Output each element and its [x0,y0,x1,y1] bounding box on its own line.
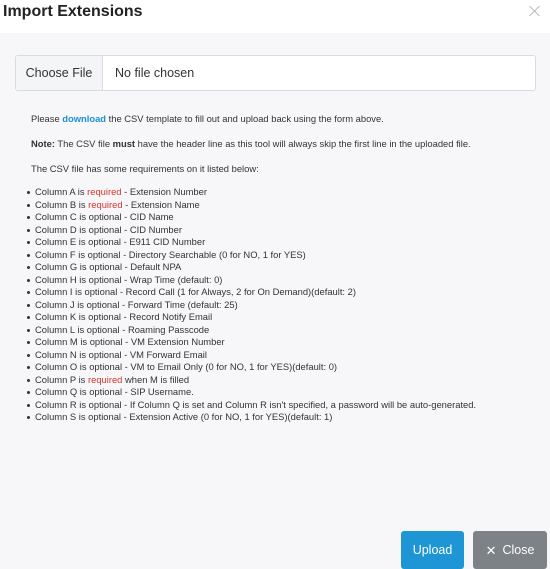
optional-label: optional [88,348,122,360]
list-item [27,274,527,287]
choose-file-button[interactable]: Choose File [16,56,103,90]
column-prefix: Column E is [35,236,89,248]
column-prefix: Column M is [35,336,90,348]
column-description: - If Column Q is set and Column R isn't specified, a password will be auto-generated. [121,398,477,410]
optional-label: optional [88,211,122,223]
column-description: - E911 CID Number [121,236,206,248]
column-description: - Wrap Time (default: 0) [121,273,223,285]
optional-label: optional [87,248,121,260]
column-prefix: Column H is [35,273,89,285]
optional-label: optional [88,273,122,285]
close-icon: ✕ [485,542,497,558]
list-item [27,211,527,224]
must-text: must [112,137,136,149]
column-description: - CID Name [121,211,174,223]
required-label: required [87,373,123,385]
upload-button[interactable]: Upload [401,531,464,569]
required-label: required [88,198,123,210]
list-item [27,186,527,199]
column-prefix: Column Q is [35,386,90,398]
column-prefix: Column P is [35,373,88,385]
list-item [27,324,527,337]
note-paragraph [31,138,531,151]
note-label: Note: [31,137,55,149]
column-description: - SIP Username. [122,386,194,398]
modal-body [0,33,550,569]
optional-label: optional [89,386,123,398]
column-prefix: Column K is [35,311,89,323]
optional-label: optional [84,286,118,298]
optional-label: optional [88,398,122,410]
list-item [27,224,527,237]
column-description: - VM Extension Number [122,336,225,348]
column-description: - Forward Time (default: 25) [119,298,238,310]
column-description: - Record Call (1 for Always, 2 for On Demand)(default: 2) [117,286,356,298]
column-prefix: Column A is [35,186,88,198]
close-button[interactable] [473,531,547,569]
optional-label: optional [86,323,120,335]
requirements-intro: The CSV file has some requirements on it listed below: [31,162,259,174]
modal-title: Import Extensions [3,3,143,20]
column-prefix: Column F is [35,248,88,260]
column-description: when M is filled [122,373,190,385]
optional-label: optional [88,236,121,248]
column-prefix: Column I is [35,286,85,298]
column-prefix: Column B is [35,198,89,210]
column-requirements-list [27,186,527,424]
column-description: - VM to Email Only (0 for NO, 1 for YES)(default: 0) [122,361,338,373]
text: The CSV file [54,137,113,149]
column-prefix: Column L is [35,323,87,335]
text: Please [31,113,63,124]
list-item [27,199,527,212]
list-item [27,311,527,324]
list-item [27,236,527,249]
column-prefix: Column S is [35,411,89,423]
list-item [27,286,527,299]
text: have the header line as this tool will always skip the first line in the uploaded file. [135,137,471,149]
optional-label: optional [88,223,122,235]
column-prefix: Column J is [35,298,87,310]
column-description: - CID Number [121,223,182,235]
required-label: required [87,186,122,198]
file-status: No file chosen [115,66,195,80]
column-description: - Roaming Passcode [119,323,210,335]
close-button-label: Close [502,543,535,557]
list-item [27,361,527,374]
list-item [27,386,527,399]
list-item [27,249,527,262]
column-description: - Extension Number [121,186,207,198]
column-description: - Default NPA [122,261,182,273]
list-item [27,374,527,387]
column-description: - Directory Searchable (0 for NO, 1 for YES) [120,248,306,260]
modal-header [0,0,550,28]
download-link[interactable]: download [62,113,107,124]
column-description: - Record Notify Email [121,311,213,323]
file-input[interactable] [15,55,536,91]
list-item [27,399,527,412]
optional-label: optional [89,261,123,273]
optional-label: optional [86,298,120,310]
column-prefix: Column C is [35,211,89,223]
optional-label: optional [89,336,123,348]
column-description: - Extension Name [122,198,200,210]
column-prefix: Column R is [35,398,89,410]
download-paragraph [31,113,531,126]
text: the CSV template to fill out and upload back using the form above. [106,113,384,124]
instructions [31,113,531,424]
optional-label: optional [88,411,121,423]
column-prefix: Column G is [35,261,90,273]
optional-label: optional [89,361,123,373]
column-prefix: Column D is [35,223,89,235]
list-item [27,261,527,274]
list-item [27,411,527,424]
column-prefix: Column O is [35,361,90,373]
list-item [27,349,527,362]
close-icon[interactable] [526,2,544,20]
list-item [27,336,527,349]
column-description: - Extension Active (0 for NO, 1 for YES)(default: 1) [121,411,333,423]
optional-label: optional [88,311,121,323]
list-item [27,299,527,312]
column-prefix: Column N is [35,348,89,360]
column-description: - VM Forward Email [121,348,207,360]
